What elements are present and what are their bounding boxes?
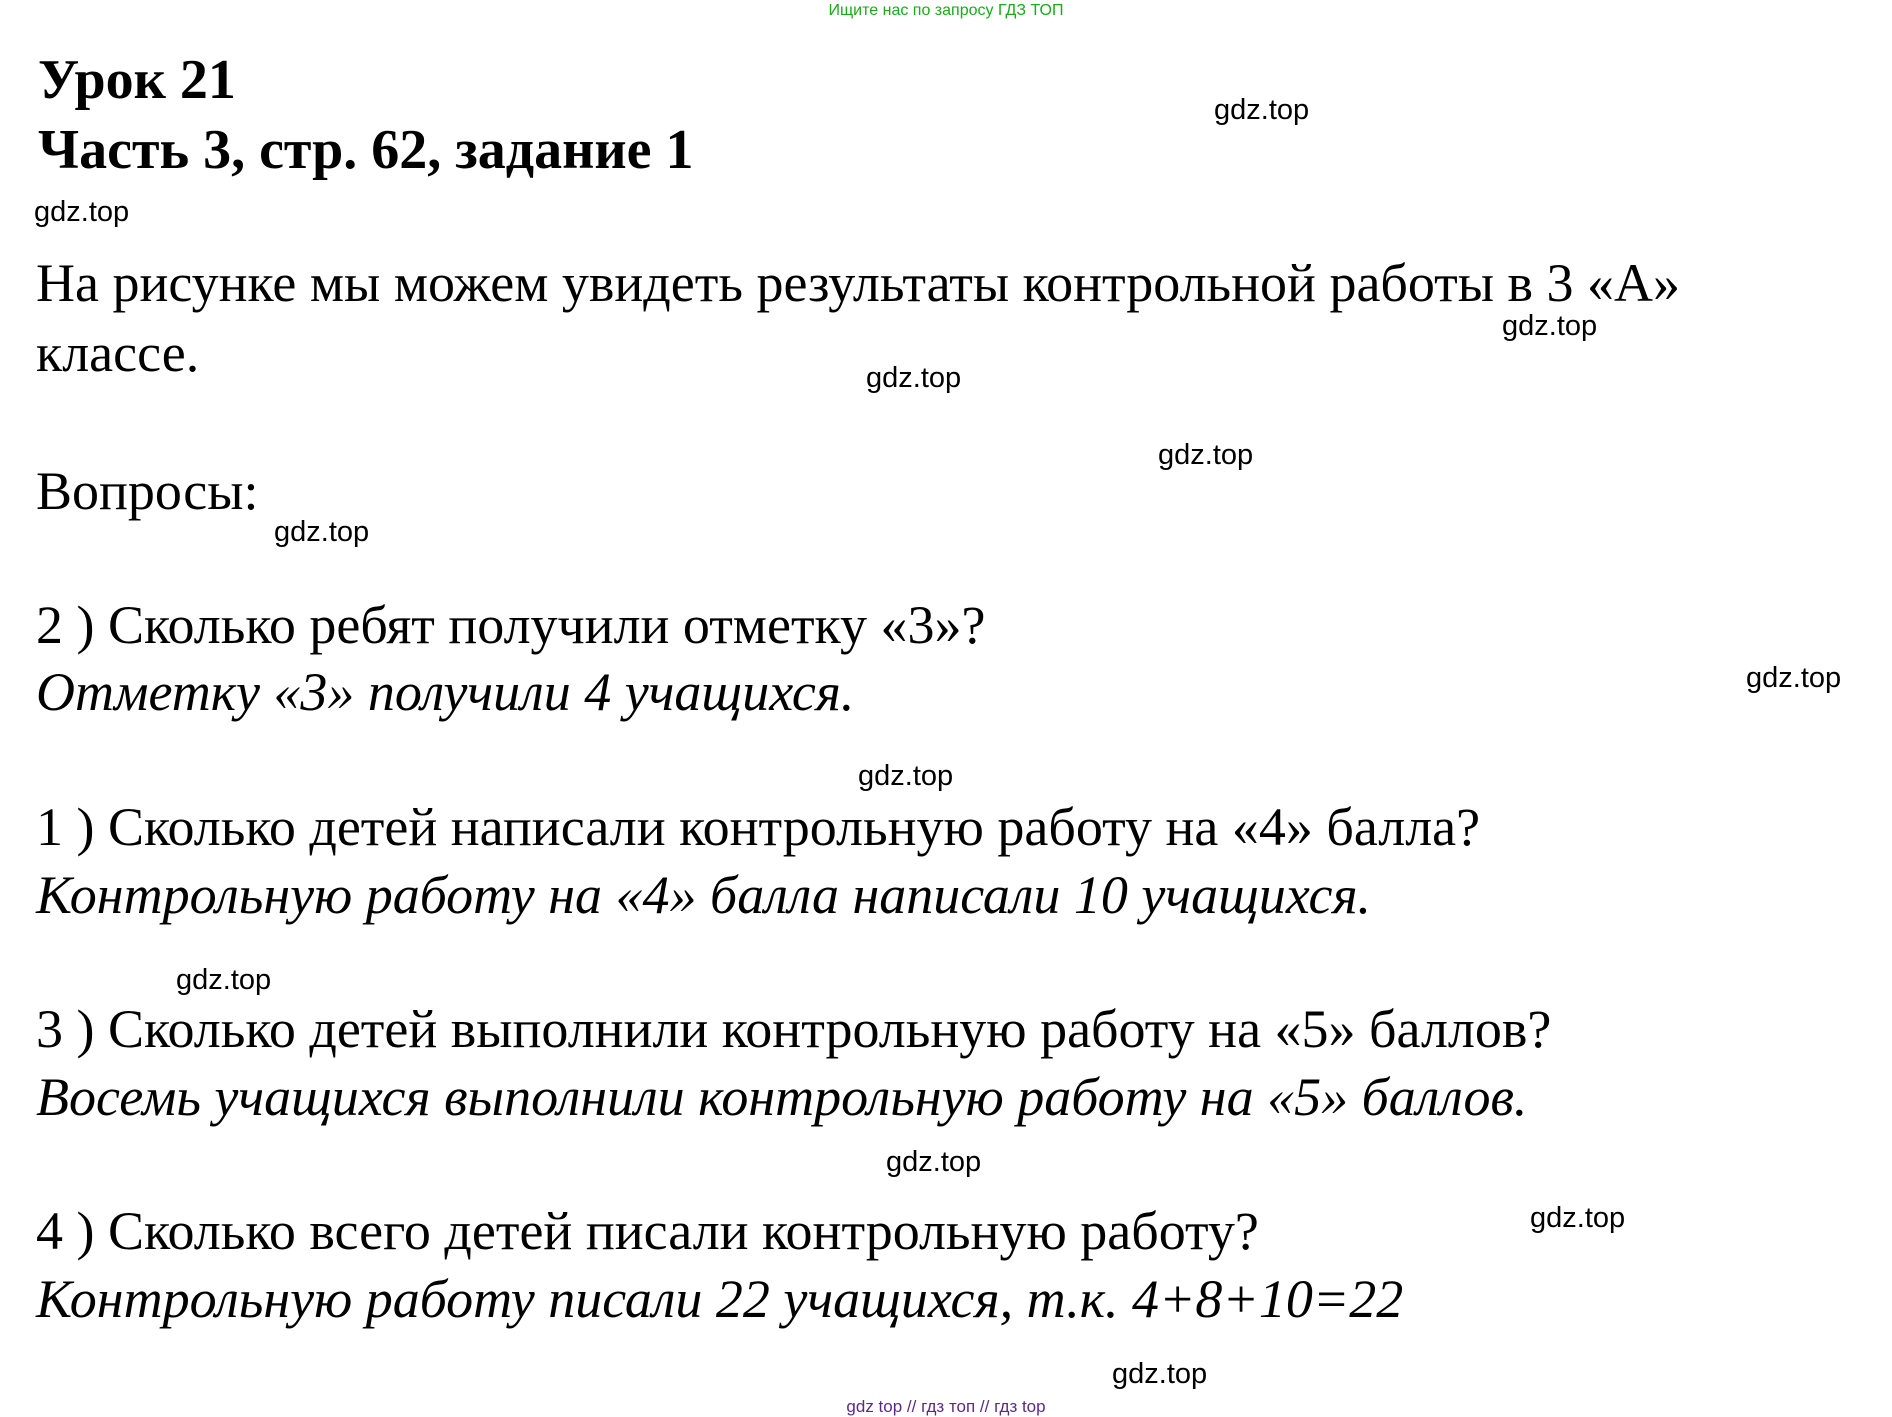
answer-4: Контрольную работу писали 22 учащихся, т.к. 4+8+10=22 [36, 1269, 1404, 1329]
task-title: Часть 3, стр. 62, задание 1 [38, 119, 694, 181]
intro-line-1: На рисунке мы можем увидеть результаты контрольной работы в 3 «А» [36, 253, 1681, 313]
questions-heading: Вопросы: [36, 461, 259, 521]
watermark: gdz.top [176, 964, 272, 996]
intro-line-2: классе. [36, 323, 200, 383]
answer-3: Восемь учащихся выполнили контрольную работу на «5» баллов. [36, 1067, 1528, 1127]
watermark: gdz.top [1214, 94, 1310, 126]
question-3: 3 ) Сколько детей выполнили контрольную работу на «5» баллов? [36, 999, 1552, 1059]
watermark: gdz.top [1112, 1358, 1208, 1390]
watermark: gdz.top [886, 1146, 982, 1178]
watermark: gdz.top [1746, 662, 1842, 694]
top-banner: Ищите нас по запросу ГДЗ ТОП [828, 2, 1064, 19]
question-4: 4 ) Сколько всего детей писали контрольную работу? [36, 1201, 1259, 1261]
answer-2: Отметку «3» получили 4 учащихся. [36, 662, 855, 722]
question-2: 2 ) Сколько ребят получили отметку «3»? [36, 595, 986, 655]
watermark: gdz.top [1158, 439, 1254, 471]
lesson-title: Урок 21 [38, 49, 236, 111]
watermark: gdz.top [858, 760, 954, 792]
watermark: gdz.top [866, 362, 962, 394]
watermark: gdz.top [274, 516, 370, 548]
watermark: gdz.top [34, 196, 130, 228]
footer-links: gdz top // гдз топ // гдз top [846, 1397, 1046, 1416]
answer-1: Контрольную работу на «4» балла написали 10 учащихся. [36, 865, 1372, 925]
watermark: gdz.top [1502, 310, 1598, 342]
watermark: gdz.top [1530, 1202, 1626, 1234]
question-1: 1 ) Сколько детей написали контрольную работу на «4» балла? [36, 797, 1481, 857]
